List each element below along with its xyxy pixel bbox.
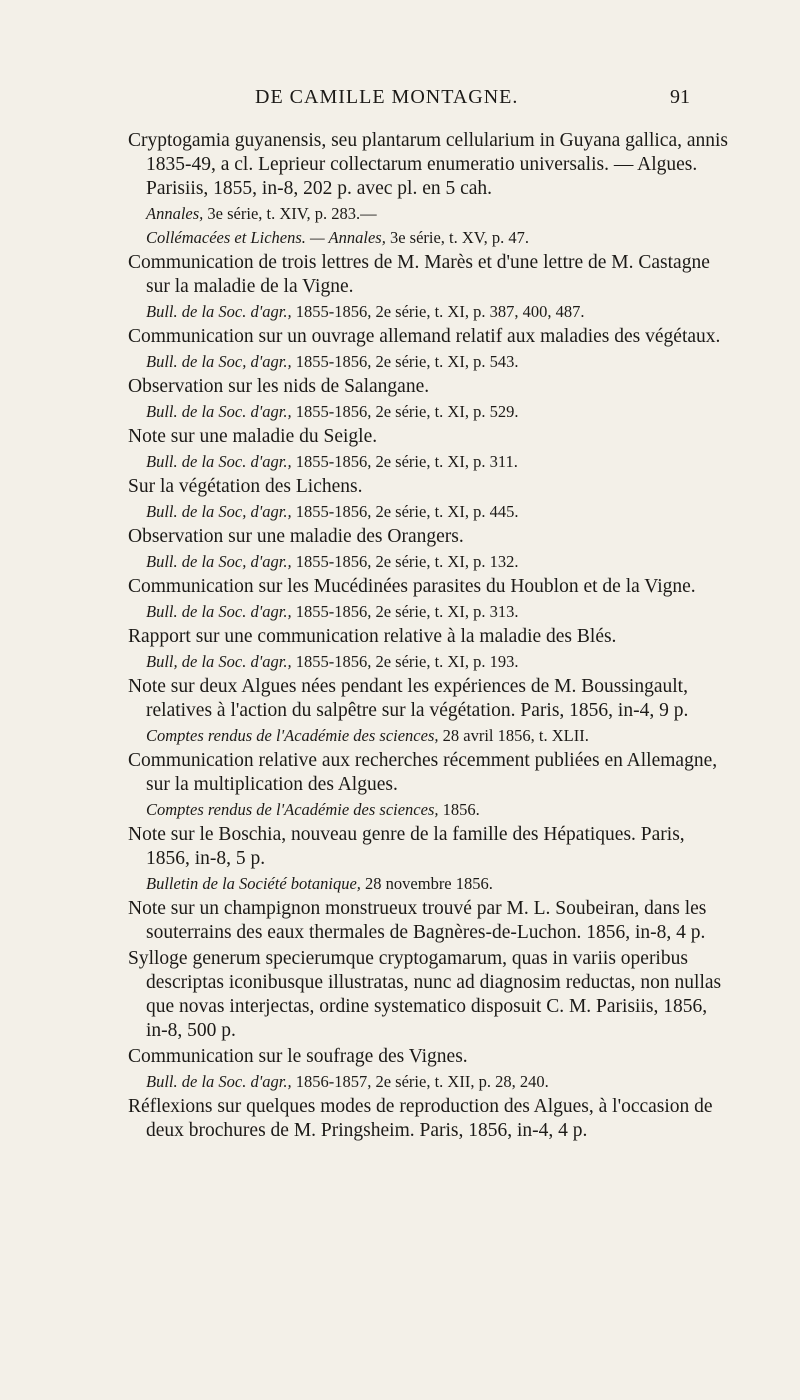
- reference-details: 28 avril 1856, t. XLII.: [438, 726, 589, 745]
- reference-details: 1856-1857, 2e série, t. XII, p. 28, 240.: [291, 1072, 549, 1091]
- reference-source: Bull. de la Soc. d'agr.,: [146, 402, 292, 421]
- reference-details: 1856.: [438, 800, 480, 819]
- bibliography-entry: [128, 625, 728, 673]
- reference-source: Bull. de la Soc. d'agr.,: [146, 452, 292, 471]
- entry-title: Sylloge generum specierumque cryptogamarum, quas in variis operibus descriptas iconibusque illustratas, nunc ad diagnosim reductas, non nullas que novas interjectas, ordine systematico disposuit C. M. Parisiis, 1856, in-8, 500 p.: [128, 948, 722, 1041]
- reference-source: Bull. de la Soc. d'agr.,: [146, 602, 292, 621]
- page-header: [0, 86, 800, 116]
- reference-source: Bulletin de la Société botanique,: [146, 874, 361, 893]
- reference-details: 3e série, t. XIV, p. 283.—: [203, 204, 377, 223]
- entry-reference: [128, 601, 728, 623]
- entry-reference: [128, 799, 728, 821]
- reference-details: 28 novembre 1856.: [360, 874, 493, 893]
- entry-title: Communication de trois lettres de M. Marès et d'une lettre de M. Castagne sur la maladie de la Vigne.: [128, 252, 710, 297]
- bibliography-entry: [128, 251, 728, 323]
- page-number: 91: [670, 86, 690, 108]
- reference-source: Comptes rendus de l'Académie des sciences,: [146, 726, 439, 745]
- reference-details: 1855-1856, 2e série, t. XI, p. 313.: [291, 602, 519, 621]
- reference-details: 3e série, t. XV, p. 47.: [385, 228, 529, 247]
- entry-title: Sur la végétation des Lichens.: [128, 476, 363, 497]
- bibliography-entry: [128, 425, 728, 473]
- entry-title: Observation sur les nids de Salangane.: [128, 376, 430, 397]
- reference-details: 1855-1856, 2e série, t. XI, p. 193.: [291, 652, 519, 671]
- entry-title: Note sur le Boschia, nouveau genre de la famille des Hépatiques. Paris, 1856, in-8, 5 p.: [128, 824, 685, 869]
- entry-reference: [128, 203, 728, 225]
- entry-reference: [128, 227, 728, 249]
- entry-title: Communication sur un ouvrage allemand relatif aux maladies des végétaux.: [128, 326, 721, 347]
- bibliography-entry: [128, 897, 728, 945]
- bibliography-entry: [128, 823, 728, 895]
- entry-reference: [128, 301, 728, 323]
- bibliography-entry: [128, 575, 728, 623]
- reference-source: Bull. de la Soc, d'agr.,: [146, 502, 292, 521]
- bibliography-list: [128, 129, 728, 1145]
- entry-reference: [128, 501, 728, 523]
- entry-title: Rapport sur une communication relative à la maladie des Blés.: [128, 626, 617, 647]
- entry-title: Communication relative aux recherches récemment publiées en Allemagne, sur la multiplication des Algues.: [128, 750, 718, 795]
- entry-title: Communication sur le soufrage des Vignes.: [128, 1046, 468, 1067]
- reference-source: Collémacées et Lichens. — Annales,: [146, 228, 386, 247]
- entry-reference: [128, 551, 728, 573]
- bibliography-entry: [128, 947, 728, 1043]
- reference-details: 1855-1856, 2e série, t. XI, p. 387, 400, 487.: [291, 302, 585, 321]
- bibliography-entry: [128, 325, 728, 373]
- reference-details: 1855-1856, 2e série, t. XI, p. 132.: [291, 552, 519, 571]
- reference-source: Comptes rendus de l'Académie des sciences,: [146, 800, 439, 819]
- reference-details: 1855-1856, 2e série, t. XI, p. 445.: [291, 502, 519, 521]
- entry-title: Cryptogamia guyanensis, seu plantarum cellularium in Guyana gallica, annis 1835-49, a cl. Leprieur collectarum enumeratio universalis. — Algues. Parisiis, 1855, in-8, 202 p. avec pl. en 5 cah.: [128, 130, 729, 199]
- bibliography-entry: [128, 375, 728, 423]
- entry-reference: [128, 401, 728, 423]
- reference-source: Bull. de la Soc, d'agr.,: [146, 552, 292, 571]
- reference-source: Bull. de la Soc, d'agr.,: [146, 352, 292, 371]
- reference-details: 1855-1856, 2e série, t. XI, p. 543.: [291, 352, 519, 371]
- entry-title: Communication sur les Mucédinées parasites du Houblon et de la Vigne.: [128, 576, 696, 597]
- entry-reference: [128, 351, 728, 373]
- bibliography-entry: [128, 749, 728, 821]
- entry-reference: [128, 651, 728, 673]
- entry-title: Note sur une maladie du Seigle.: [128, 426, 378, 447]
- bibliography-entry: [128, 475, 728, 523]
- entry-reference: [128, 451, 728, 473]
- reference-details: 1855-1856, 2e série, t. XI, p. 529.: [291, 402, 519, 421]
- entry-title: Observation sur une maladie des Orangers.: [128, 526, 464, 547]
- reference-source: Bull. de la Soc. d'agr.,: [146, 302, 292, 321]
- reference-source: Bull, de la Soc. d'agr.,: [146, 652, 292, 671]
- bibliography-entry: [128, 1095, 728, 1143]
- entry-title: Note sur deux Algues nées pendant les expériences de M. Boussingault, relatives à l'action du salpêtre sur la végétation. Paris, 1856, in-4, 9 p.: [128, 676, 689, 721]
- entry-reference: [128, 1071, 728, 1093]
- running-title: DE CAMILLE MONTAGNE.: [255, 86, 519, 108]
- entry-reference: [128, 725, 728, 747]
- reference-source: Annales,: [146, 204, 204, 223]
- bibliography-entry: [128, 675, 728, 747]
- bibliography-entry: [128, 129, 728, 249]
- reference-source: Bull. de la Soc. d'agr.,: [146, 1072, 292, 1091]
- entry-reference: [128, 873, 728, 895]
- bibliography-entry: [128, 525, 728, 573]
- entry-title: Note sur un champignon monstrueux trouvé par M. L. Soubeiran, dans les souterrains des eaux thermales de Bagnères-de-Luchon. 1856, in-8, 4 p.: [128, 898, 707, 943]
- entry-title: Réflexions sur quelques modes de reproduction des Algues, à l'occasion de deux brochures de M. Pringsheim. Paris, 1856, in-4, 4 p.: [128, 1096, 713, 1141]
- reference-details: 1855-1856, 2e série, t. XI, p. 311.: [291, 452, 518, 471]
- bibliography-entry: [128, 1045, 728, 1093]
